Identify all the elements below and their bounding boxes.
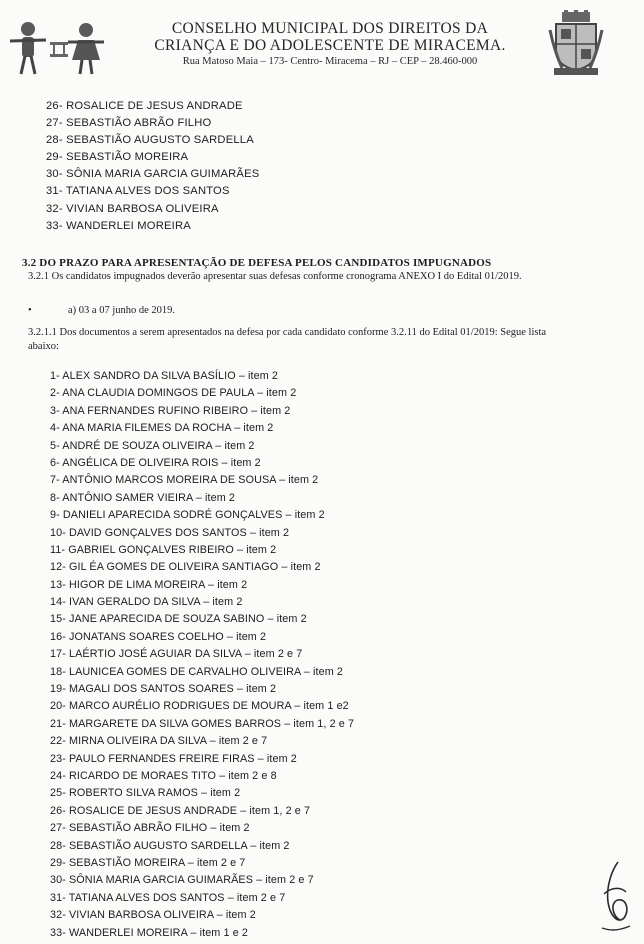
list-item: 11- GABRIEL GONÇALVES RIBEIRO – item 2 [50,543,277,556]
section-paragraph-deadline: 3.2.1 Os candidatos impugnados deverão apresentar suas defesas conforme cronograma ANEXO I do Edital 01/2019. [28,271,522,282]
list-item: 7- ANTÔNIO MARCOS MOREIRA DE SOUSA – item 2 [50,474,319,487]
list-item: 27- SEBASTIÃO ABRÃO FILHO – item 2 [50,822,250,835]
list-item: 30- SÔNIA MARIA GARCIA GUIMARÃES – item 2 e 7 [50,874,314,887]
deadline-bullet [28,305,175,316]
municipal-coat-of-arms-icon [548,10,604,76]
list-item: 2- ANA CLAUDIA DOMINGOS DE PAULA – item 2 [50,387,297,400]
list-item: 32- VIVIAN BARBOSA OLIVEIRA – item 2 [50,909,256,922]
list-item: 30- SÔNIA MARIA GARCIA GUIMARÃES [46,168,260,181]
header-address: Rua Matoso Maia – 173- Centro- Miracema – RJ – CEP – 28.460-000 [182,56,478,67]
section-paragraph-documents: 3.2.1.1 Dos documentos a serem apresentados na defesa por cada candidato conforme 3.2.11 do Edital 01/2019: Segue lista abaixo: [28,327,547,352]
children-figures-logo-icon [8,18,108,78]
list-item: 28- SEBASTIÃO AUGUSTO SARDELLA [46,134,254,147]
list-item: 6- ANGÉLICA DE OLIVEIRA ROIS – item 2 [50,456,261,469]
list-item: 10- DAVID GONÇALVES DOS SANTOS – item 2 [50,526,290,539]
list-item: 23- PAULO FERNANDES FREIRE FIRAS – item 2 [50,752,297,765]
list-item: 20- MARCO AURÉLIO RODRIGUES DE MOURA – item 1 e2 [50,700,349,713]
list-item: 3- ANA FERNANDES RUFINO RIBEIRO – item 2 [50,404,291,417]
list-item: 31- TATIANA ALVES DOS SANTOS [46,185,230,198]
deadline-bullet-text: a) 03 a 07 junho de 2019. [68,305,176,316]
list-item: 32- VIVIAN BARBOSA OLIVEIRA [46,202,219,215]
list-item: 33- WANDERLEI MOREIRA – item 1 e 2 [50,926,249,939]
list-item: 25- ROBERTO SILVA RAMOS – item 2 [50,787,241,800]
list-item: 15- JANE APARECIDA DE SOUZA SABINO – item 2 [50,613,307,626]
list-item: 31- TATIANA ALVES DOS SANTOS – item 2 e 7 [50,891,286,904]
list-item: 8- ANTÔNIO SAMER VIEIRA – item 2 [50,491,235,504]
list-item: 27- SEBASTIÃO ABRÃO FILHO [46,117,212,130]
letterhead [0,0,644,90]
list-item: 14- IVAN GERALDO DA SILVA – item 2 [50,596,243,609]
list-item: 22- MIRNA OLIVEIRA DA SILVA – item 2 e 7 [50,735,268,748]
list-item: 18- LAUNICEA GOMES DE CARVALHO OLIVEIRA – item 2 [50,665,344,678]
list-item: 19- MAGALI DOS SANTOS SOARES – item 2 [50,683,277,696]
signature-initials-icon [596,858,636,940]
bullet-dot: • [28,305,32,316]
list-item: 29- SEBASTIÃO MOREIRA [46,151,189,164]
list-item: 26- ROSALICE DE JESUS ANDRADE [46,100,243,112]
candidate-list-top [46,98,259,235]
list-item: 21- MARGARETE DA SILVA GOMES BARROS – item 1, 2 e 7 [50,717,355,730]
list-item: 9- DANIELI APARECIDA SODRÉ GONÇALVES – item 2 [50,509,325,522]
candidate-defense-list [50,368,354,942]
list-item: 29- SEBASTIÃO MOREIRA – item 2 e 7 [50,856,246,869]
list-item: 16- JONATANS SOARES COELHO – item 2 [50,630,267,643]
section-heading: 3.2 DO PRAZO PARA APRESENTAÇÃO DE DEFESA PELOS CANDIDATOS IMPUGNADOS [22,257,492,269]
list-item: 13- HIGOR DE LIMA MOREIRA – item 2 [50,578,248,591]
list-item: 5- ANDRÉ DE SOUZA OLIVEIRA – item 2 [50,439,255,452]
list-item: 12- GIL ÉA GOMES DE OLIVEIRA SANTIAGO – item 2 [50,561,321,574]
list-item: 1- ALEX SANDRO DA SILVA BASÍLIO – item 2 [50,370,279,382]
list-item: 4- ANA MARIA FILEMES DA ROCHA – item 2 [50,422,274,435]
list-item: 26- ROSALICE DE JESUS ANDRADE – item 1, 2 e 7 [50,804,311,817]
list-item: 17- LAÉRTIO JOSÉ AGUIAR DA SILVA – item 2 e 7 [50,648,303,661]
list-item: 24- RICARDO DE MORAES TITO – item 2 e 8 [50,769,277,782]
list-item: 33- WANDERLEI MOREIRA [46,219,191,232]
list-item: 28- SEBASTIÃO AUGUSTO SARDELLA – item 2 [50,839,290,852]
header-council-name-line2: CRIANÇA E DO ADOLESCENTE DE MIRACEMA. [154,37,506,54]
header-council-name-line1: CONSELHO MUNICIPAL DOS DIREITOS DA [171,20,489,37]
